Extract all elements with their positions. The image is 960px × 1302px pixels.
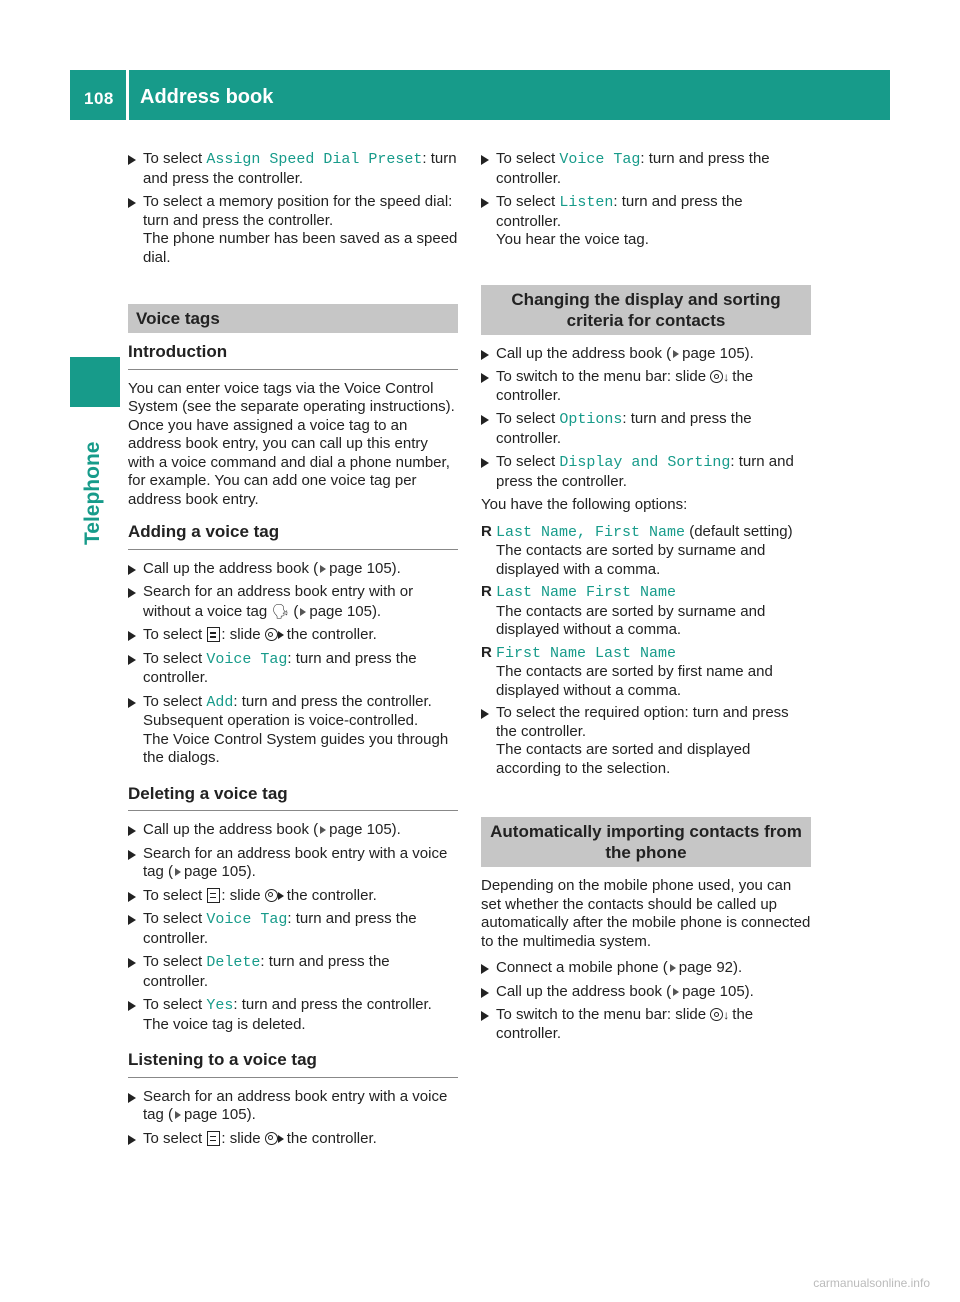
voice-tag-icon: 🗣 xyxy=(271,602,290,619)
step-item: To select Assign Speed Dial Preset: turn and press the controller. xyxy=(128,150,458,188)
page-ref-icon xyxy=(673,350,679,358)
arrow-icon xyxy=(481,155,489,165)
slide-right-icon xyxy=(278,1135,284,1143)
step-item: To select Display and Sorting: turn and press the controller. xyxy=(481,453,811,491)
step-item: To select Yes: turn and press the controller. The voice tag is deleted. xyxy=(128,996,458,1034)
menu-item-code: Last Name First Name xyxy=(496,584,677,601)
arrow-icon xyxy=(128,565,136,575)
section-heading-voice-tags: Voice tags xyxy=(128,304,458,333)
arrow-icon xyxy=(128,655,136,665)
menu-item-code: Assign Speed Dial Preset xyxy=(206,151,423,168)
phone-menu-icon xyxy=(207,1131,220,1146)
intro-paragraph: You can enter voice tags via the Voice Control System (see the separate operating instructions). Once you have assigned a voice tag to an address book entry, you can call up this entry with a voice command and dial a phone number, for example. You can add one voice tag per address book entry. xyxy=(128,379,455,508)
menu-item-code: Yes xyxy=(206,997,234,1014)
arrow-icon xyxy=(481,415,489,425)
arrow-icon xyxy=(481,709,489,719)
step-item: To select Delete: turn and press the controller. xyxy=(128,953,458,991)
left-column xyxy=(128,150,458,1153)
arrow-icon xyxy=(128,631,136,641)
bullet-icon: R xyxy=(481,522,492,540)
slide-down-icon: ↓ xyxy=(723,1008,730,1022)
menu-item-code: Delete xyxy=(206,954,261,971)
page-title: Address book xyxy=(140,86,274,108)
step-item: To switch to the menu bar: slide ↓ the controller. xyxy=(481,368,811,405)
import-paragraph: Depending on the mobile phone used, you can set whether the contacts should be called up automatically after the mobile phone is connected to the multimedia system. xyxy=(481,877,811,950)
controller-knob-icon xyxy=(265,1132,278,1145)
step-item: To select : slide the controller. xyxy=(128,887,458,906)
step-item: To select Voice Tag: turn and press the controller. xyxy=(481,150,811,188)
step-item: To select Options: turn and press the controller. xyxy=(481,410,811,448)
menu-item-code: Last Name, First Name xyxy=(496,523,686,541)
option-item: R Last Name, First Name (default setting) The contacts are sorted by surname and displayed with a comma. xyxy=(481,522,793,578)
step-item: Call up the address book ( page 105). xyxy=(481,345,811,364)
watermark: carmanualsonline.info xyxy=(813,1276,930,1290)
menu-item-code: Voice Tag xyxy=(206,911,288,928)
page-ref-icon xyxy=(320,565,326,573)
step-item: Search for an address book entry with or without a voice tag 🗣 ( page 105). xyxy=(128,583,458,621)
menu-item-code: Display and Sorting xyxy=(559,454,731,471)
step-item: Call up the address book ( page 105). xyxy=(128,821,458,840)
arrow-icon xyxy=(128,892,136,902)
right-column xyxy=(481,150,811,1048)
arrow-icon xyxy=(481,373,489,383)
subheading-deleting-voice-tag: Deleting a voice tag xyxy=(128,785,458,812)
step-item: To select the required option: turn and press the controller. The contacts are sorted and displayed according to the selection. xyxy=(481,704,811,778)
menu-item-code: Add xyxy=(206,693,234,711)
section-heading-import-contacts: Automatically importing contacts from the phone xyxy=(481,817,811,867)
page-ref-icon xyxy=(673,988,679,996)
menu-item-code: Listen xyxy=(559,194,614,211)
controller-knob-icon xyxy=(710,370,723,383)
page-number: 108 xyxy=(84,89,114,108)
page-ref-icon xyxy=(175,868,181,876)
side-section-label: Telephone xyxy=(81,441,104,545)
arrow-icon xyxy=(128,155,136,165)
arrow-icon xyxy=(128,850,136,860)
arrow-icon xyxy=(128,1135,136,1145)
controller-knob-icon xyxy=(710,1008,723,1021)
step-item: Connect a mobile phone ( page 92). xyxy=(481,959,811,978)
slide-right-icon xyxy=(278,892,284,900)
step-item: To select Listen: turn and press the controller. You hear the voice tag. xyxy=(481,193,811,250)
slide-down-icon: ↓ xyxy=(723,370,730,384)
menu-item-code: Voice Tag xyxy=(206,650,288,668)
phone-menu-icon xyxy=(207,627,220,642)
bullet-icon: R xyxy=(481,643,492,661)
menu-item-code: First Name Last Name xyxy=(496,644,677,662)
step-item: To select Voice Tag: turn and press the controller. xyxy=(128,910,458,948)
arrow-icon xyxy=(128,1001,136,1011)
option-item: R First Name Last Name The contacts are sorted by first name and displayed without a comma. xyxy=(481,643,773,699)
controller-knob-icon xyxy=(265,889,278,902)
options-intro: You have the following options: xyxy=(481,496,688,513)
controller-knob-icon xyxy=(265,628,278,641)
arrow-icon xyxy=(128,826,136,836)
header-divider xyxy=(126,70,129,120)
arrow-icon xyxy=(481,458,489,468)
step-item: Search for an address book entry with a voice tag ( page 105). xyxy=(128,845,458,882)
step-item: To select Voice Tag: turn and press the controller. xyxy=(128,650,458,688)
step-item: Call up the address book ( page 105). xyxy=(481,983,811,1002)
step-item: To switch to the menu bar: slide ↓ the controller. xyxy=(481,1006,811,1043)
arrow-icon xyxy=(481,350,489,360)
side-tab-marker xyxy=(70,357,120,407)
arrow-icon xyxy=(481,198,489,208)
arrow-icon xyxy=(128,958,136,968)
option-item: R Last Name First Name The contacts are sorted by surname and displayed without a comma. xyxy=(481,583,766,638)
menu-item-code: Voice Tag xyxy=(559,151,641,168)
page-ref-icon xyxy=(300,608,306,616)
phone-menu-icon xyxy=(207,888,220,903)
arrow-icon xyxy=(481,964,489,974)
page-ref-icon xyxy=(670,964,676,972)
slide-right-icon xyxy=(278,631,284,639)
arrow-icon xyxy=(128,588,136,598)
step-item: To select Add: turn and press the controller. Subsequent operation is voice-controlled. The Voice Control System guides you through the dialogs. xyxy=(128,693,458,768)
page-ref-icon xyxy=(175,1111,181,1119)
arrow-icon xyxy=(481,1011,489,1021)
step-item: Search for an address book entry with a voice tag ( page 105). xyxy=(128,1088,458,1125)
page-ref-icon xyxy=(320,826,326,834)
arrow-icon xyxy=(128,198,136,208)
arrow-icon xyxy=(128,915,136,925)
step-item: To select : slide the controller. xyxy=(128,626,458,645)
step-item: Call up the address book ( page 105). xyxy=(128,560,458,579)
step-item: To select : slide the controller. xyxy=(128,1130,458,1149)
arrow-icon xyxy=(481,988,489,998)
subheading-adding-voice-tag: Adding a voice tag xyxy=(128,523,458,550)
section-heading-display-sorting: Changing the display and sorting criteria for contacts xyxy=(481,285,811,335)
subheading-introduction: Introduction xyxy=(128,343,458,370)
arrow-icon xyxy=(128,698,136,708)
subheading-listening-voice-tag: Listening to a voice tag xyxy=(128,1051,458,1078)
bullet-icon: R xyxy=(481,583,492,600)
step-item: To select a memory position for the speed dial: turn and press the controller. The phone number has been saved as a speed dial. xyxy=(128,193,458,267)
menu-item-code: Options xyxy=(559,411,623,428)
arrow-icon xyxy=(128,1093,136,1103)
